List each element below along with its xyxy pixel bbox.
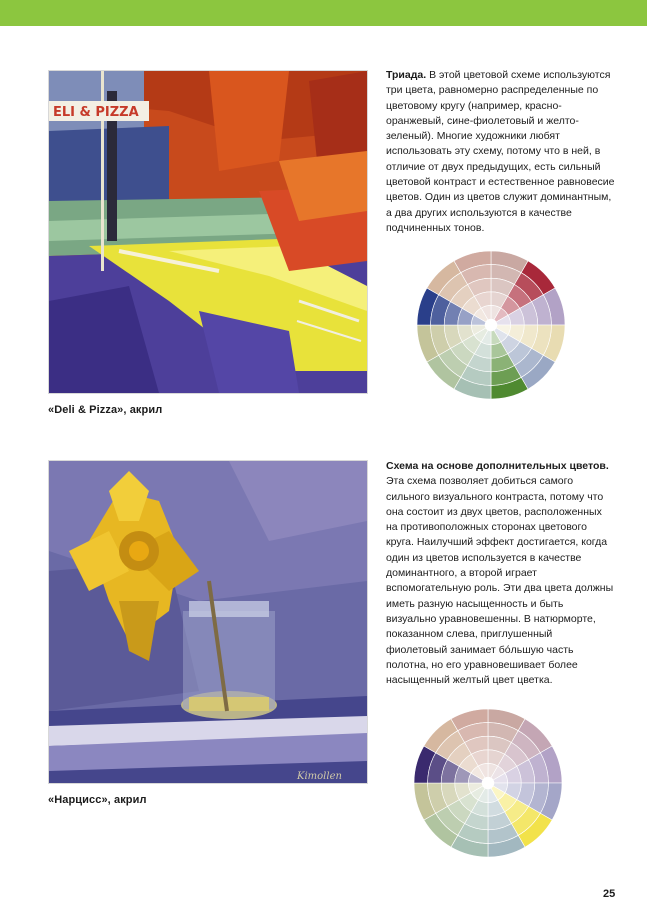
triad-description [386, 68, 616, 236]
deli-pizza-caption: «Deli & Pizza», акрил [48, 404, 163, 416]
artist-signature: Kimollen [297, 771, 342, 782]
narcissus-caption: «Нарцисс», акрил [48, 794, 147, 806]
triad-heading: Триада. [386, 69, 427, 81]
wheel-center [482, 777, 494, 789]
narcissus-painting [48, 460, 368, 784]
complementary-color-wheel [411, 706, 565, 860]
wheel-center [485, 319, 497, 331]
complementary-body: Эта схема позволяет добиться самого сильного визуального контраста, потому что она состоит из двух цветов, расположенных на противоположных сторонах цветового круга. Наилучший эффект достигается, когда один из цветов используется в качестве доминантного, а второй играет вспомогательную роль. Эти два цвета должны иметь разную насыщенность и быть визуально уравновешенны. В натюрморте, показанном слева, приглушенный фиолетовый занимает бо́льшую часть полотна, но его уравновешивает более насыщенный желтый цвет цветка. [386, 475, 614, 687]
triad-body: В этой цветовой схеме используются три цвета, равномерно распределенные по цветовому кругу (например, красно-оранжевый, сине-фиолетовый и желто-зеленый). Многие художники любят использовать эту схему, потому что в ней, в отличие от двух предыдущих, есть сильный цветовой контраст и естественное равновесие цветов. Один из цветов служит доминантным, а два других используются в качестве подчиненных тонов. [386, 69, 615, 234]
top-accent-bar [0, 0, 647, 26]
triad-color-wheel [414, 248, 568, 402]
page-number: 25 [603, 888, 616, 900]
deli-pizza-painting [48, 70, 368, 394]
complementary-description [386, 459, 616, 688]
complementary-heading: Схема на основе дополнительных цветов. [386, 460, 609, 472]
deli-sign-text: ELI & PIZZA [53, 105, 139, 120]
